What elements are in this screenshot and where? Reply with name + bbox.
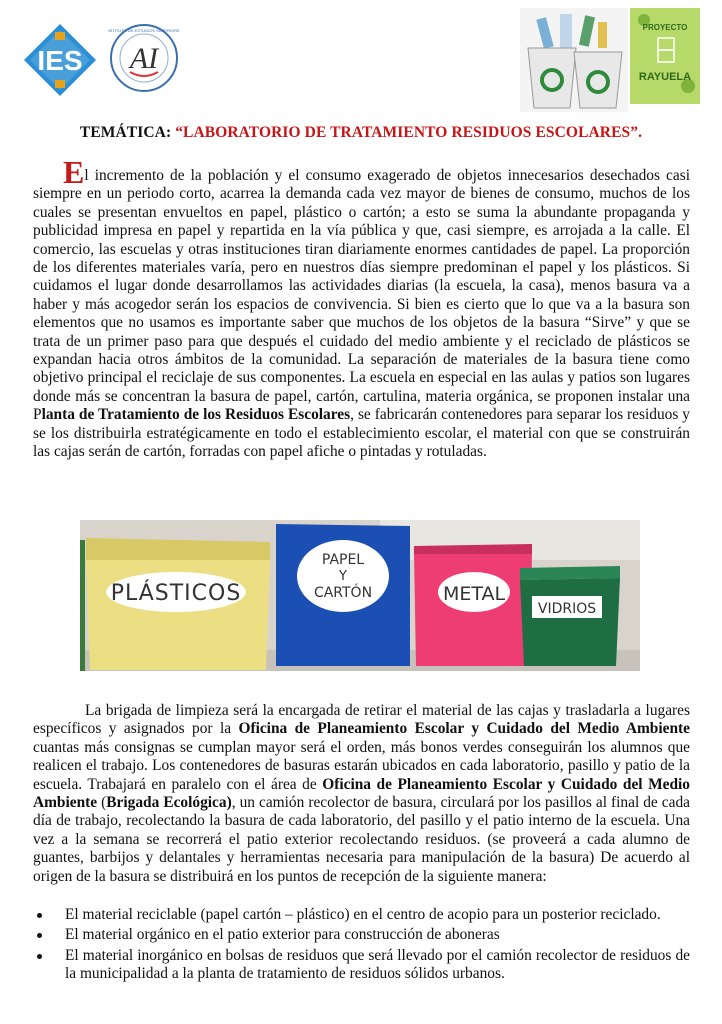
brigade-text-3: ( (97, 794, 107, 812)
ies-logo (22, 22, 98, 98)
rayuela-text-name: RAYUELA (638, 71, 692, 83)
brigade-bold-1: Oficina de Planeamiento Escolar y Cuidado del Medio Ambiente (238, 720, 690, 738)
title-highlight: “LABORATORIO DE TRATAMIENTO RESIDUOS ESCOLARES”. (175, 124, 643, 141)
destination-list (33, 906, 690, 986)
intro-bold: lanta de Tratamiento de los Residuos Escolares (41, 406, 351, 424)
ai-logo-ring-text: INSTITUTO DE ESTUDIOS SUPERIORES (108, 28, 180, 33)
drop-cap: E (63, 154, 85, 190)
ies-logo-text: IES (37, 45, 83, 76)
brigade-text-4: , un camión recolector de basura, circulará por los pasillos al final de cada día de trabajo, recolectando la basura de cada laboratorio, del pasillo y el patio interno de la escuela. Una vez a la semana se recorrerá el patio exterior recolectando residuos. (se proveerá a cada alumno de guantes, barbijos y delantales y herramientas necesaria para manipulación de la basura) De acuerdo al origen de la basura se distribuirá en los puntos de recepción de la siguiente manera: (33, 794, 690, 885)
recycling-boxes-photo (80, 520, 640, 671)
recycle-bins-image (520, 8, 628, 112)
brigade-text-2: cuantas más consignas se cumplan mayor será el orden, más bonos verdes conseguirán los alumnos que realicen el trabajo. Los contenedores de basuras estarán ubicados en cada laboratorio, pasillo y patio de la escuela. Trabajará en paralelo con el área de (33, 738, 690, 793)
list-item: El material inorgánico en bolsas de residuos que será llevado por el camión recolector de residuos de la municipalidad a la planta de tratamiento de residuos sólidos urbanos. (33, 947, 690, 984)
brigade-paragraph (33, 702, 690, 886)
brigade-bold-3: Brigada Ecológica) (106, 794, 232, 812)
brigade-bold-2: Oficina de Planeamiento Escolar y Cuidado del Medio Ambiente (33, 775, 690, 812)
vidrios-label: VIDRIOS (537, 601, 597, 617)
y-label: Y (339, 569, 347, 584)
ai-institute-logo (108, 22, 180, 94)
brigade-text-1: La brigada de limpieza será la encargada de retirar el material de las cajas y trasladarla a lugares específicos y asignados por la (33, 702, 690, 738)
rayuela-text-proyecto: PROYECTO (642, 23, 688, 32)
rayuela-project-logo (630, 8, 700, 104)
list-item: El material orgánico en el patio exterior para construcción de aboneras (33, 926, 690, 944)
plasticos-label: PLÁSTICOS (110, 581, 242, 606)
carton-label: CARTÓN (313, 585, 373, 601)
intro-text-a: l incremento de la población y el consumo exagerado de objetos innecesarios desechados casi siempre en un periodo corto, acarrea la demanda cada vez mayor de bienes de consumo, muchos de los cuales se presentan envueltos en papel, plástico o cartón; a esto se suma la abundante propaganda y publicidad impresa en papel y repartida en la vía pública y que, casi siempre, es arrojada a la calle. El comercio, las escuelas y otras instituciones tiran diariamente enormes cantidades de papel. La proporción de los diferentes materiales varía, pero en nuestros días siempre predominan el papel y los plásticos. Si cuidamos el lugar donde desarrollamos las actividades diarias (la escuela, la casa), menos basura va a haber y más acogedor serán los espacios de convivencia. Si bien es cierto que lo que va a la basura son elementos que no usamos es importante saber que muchos de los objetos de la basura “Sirve” y que se trata de un primer paso para que después el cuidado del medio ambiente y el reciclado de plásticos se expandan hacia otros ámbitos de la comunidad. La separación de materiales de la basura tiene como objetivo principal el reciclaje de sus componentes. La escuela en especial en las aulas y patios son lugares donde más se concentran la basura de papel, cartón, cartulina, materia orgánica, se proponen instalar una P (33, 167, 690, 424)
list-item: El material reciclable (papel cartón – plástico) en el centro de acopio para un posterior reciclado. (33, 906, 690, 924)
ai-logo-text: AI (129, 42, 159, 75)
intro-paragraph (33, 154, 690, 462)
intro-text-b: , se fabricarán contenedores para separar los residuos y se los distribuirla estratégicamente en todo el establecimiento escolar, el material con que se construirán las cajas serán de cartón, forradas con papel afiche o pintadas y rotuladas. (33, 406, 690, 461)
metal-label: METAL (442, 583, 506, 605)
document-title (0, 124, 722, 142)
papel-label: PAPEL (321, 552, 365, 568)
vidrios-box (520, 578, 620, 666)
title-prefix: TEMÁTICA: (79, 124, 176, 141)
